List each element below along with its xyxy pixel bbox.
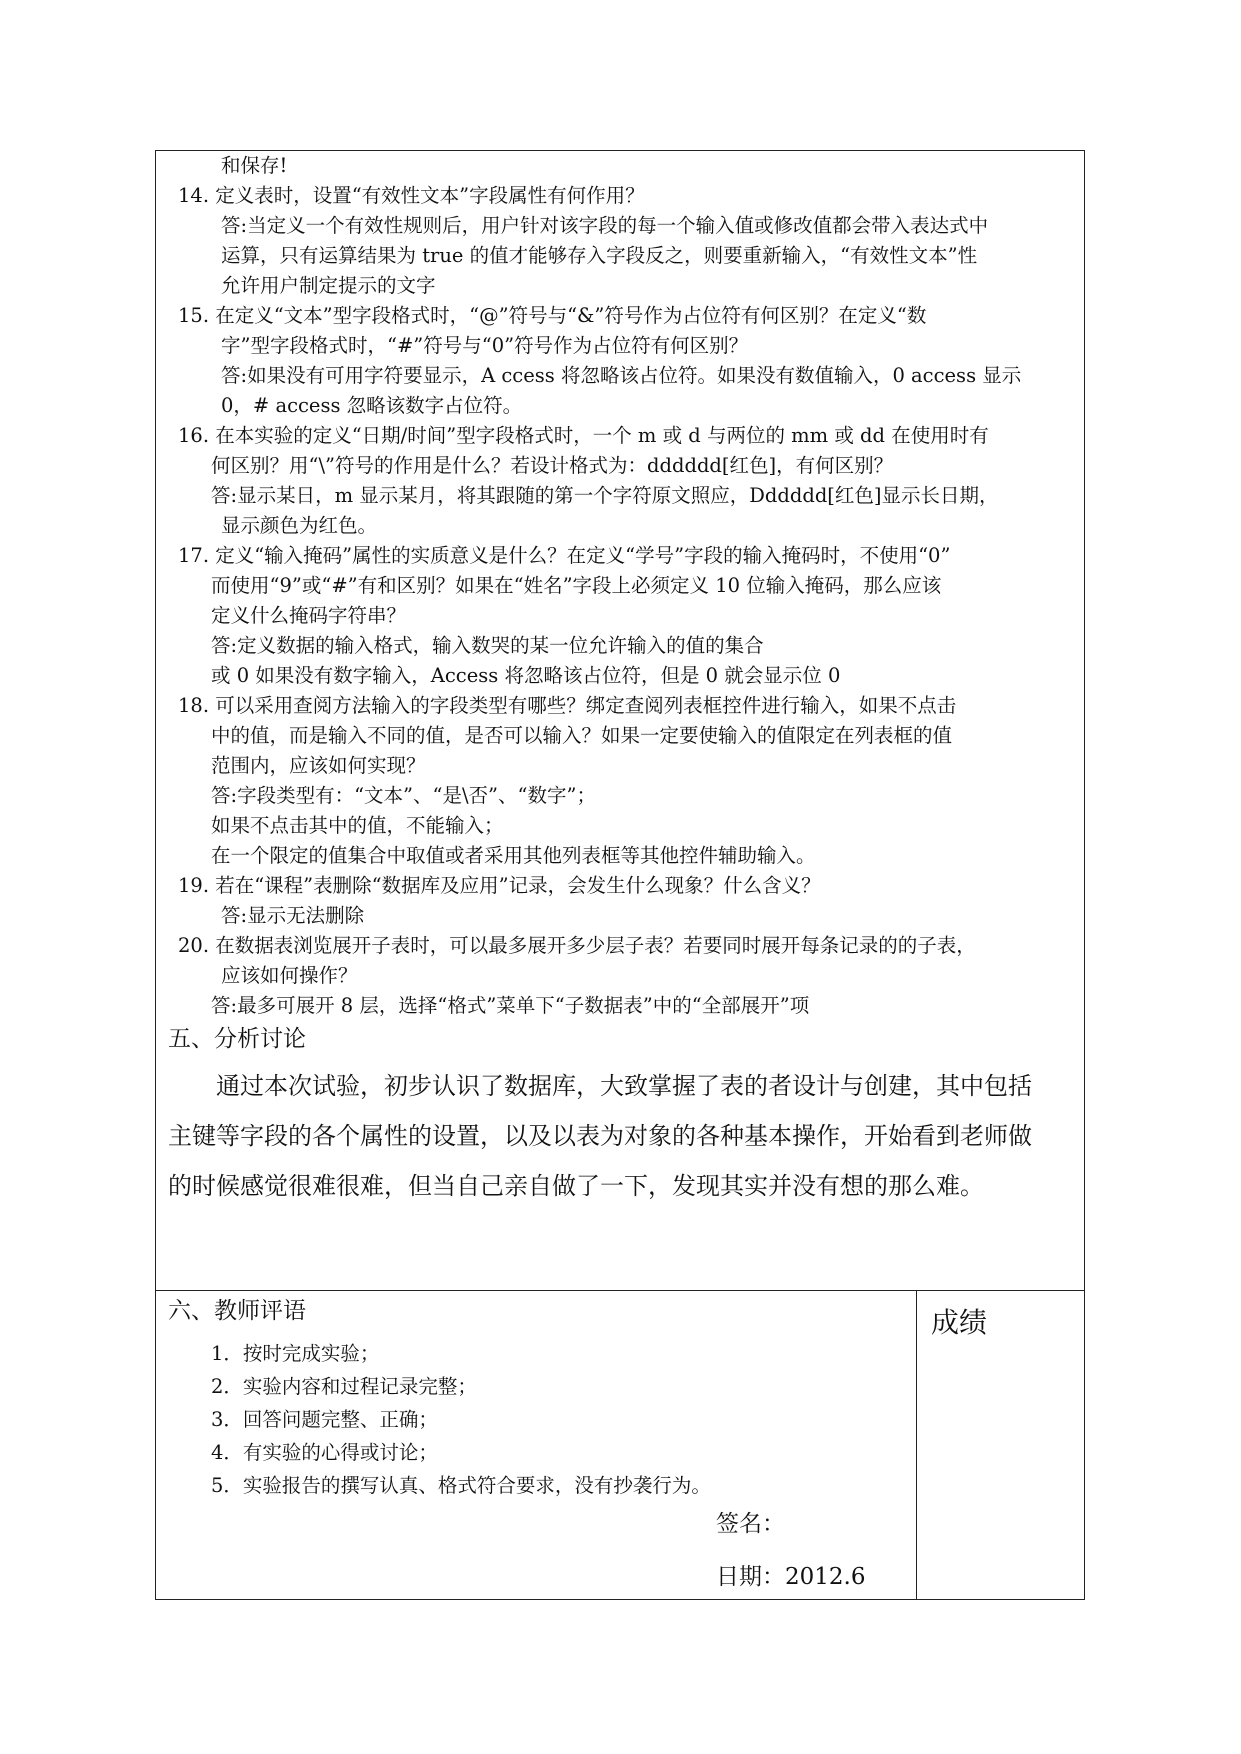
report-table: [155, 150, 1085, 1600]
q16-question-line-1: 16. 在本实验的定义“日期/时间”型字段格式时，一个 m 或 d 与两位的 mm 或 dd 在使用时有: [178, 424, 989, 447]
q17-question-line-1: 17. 定义“输入掩码”属性的实质意义是什么？在定义“学号”字段的输入掩码时，不使用“0”: [178, 544, 951, 567]
q18-question-line-3: 范围内，应该如何实现？: [211, 754, 426, 777]
q19-answer-line-1: 答:显示无法删除: [221, 904, 365, 927]
q18-answer-line-1: 答:字段类型有：“文本”、“是\否”、“数字”；: [211, 784, 596, 807]
q17-question-line-3: 定义什么掩码字符串？: [211, 604, 407, 627]
criteria-item-3: 3．回答问题完整、正确；: [211, 1408, 438, 1431]
section6-heading: 六、教师评语: [168, 1298, 306, 1324]
q17-answer-line-1: 答:定义数据的输入格式，输入数哭的某一位允许输入的值的集合: [211, 634, 764, 657]
q18-answer-line-2: 如果不点击其中的值，不能输入；: [211, 814, 504, 837]
section5-paragraph-line-3: 的时候感觉很难很难，但当自己亲自做了一下，发现其实并没有想的那么难。: [168, 1172, 984, 1200]
grade-label: 成绩: [931, 1306, 988, 1339]
section5-paragraph-line-1: 通过本次试验，初步认识了数据库，大致掌握了表的者设计与创建，其中包括: [216, 1072, 1032, 1100]
signature-label: 签名：: [716, 1511, 785, 1537]
q16-answer-line-1: 答:显示某日，m 显示某月，将其跟随的第一个字符原文照应，Dddddd[红色]显示长日期，: [211, 484, 999, 507]
q13-line-1: 和保存!: [221, 154, 288, 177]
section5-paragraph-line-2: 主键等字段的各个属性的设置，以及以表为对象的各种基本操作，开始看到老师做: [168, 1122, 1032, 1150]
q17-question-line-2: 而使用“9”或“#”有和区别？如果在“姓名”字段上必须定义 10 位输入掩码，那么应该: [211, 574, 942, 597]
q17-answer-line-2: 或 0 如果没有数字输入，Access 将忽略该占位符，但是 0 就会显示位 0: [211, 664, 841, 687]
q15-answer-line-2: 0，# access 忽略该数字占位符。: [221, 394, 523, 417]
grade-column-divider: [916, 1290, 917, 1599]
date-label: 日期：2012.6: [716, 1564, 866, 1590]
q20-question-line-1: 20. 在数据表浏览展开子表时，可以最多展开多少层子表？若要同时展开每条记录的的子表，: [178, 934, 976, 957]
q15-question-line-2: 字”型字段格式时，“#”符号与“0”符号作为占位符有何区别？: [221, 334, 749, 357]
q18-answer-line-3: 在一个限定的值集合中取值或者采用其他列表框等其他控件辅助输入。: [211, 844, 816, 867]
criteria-item-5: 5．实验报告的撰写认真、格式符合要求，没有抄袭行为。: [211, 1474, 711, 1497]
q18-question-line-2: 中的值，而是输入不同的值，是否可以输入？如果一定要使输入的值限定在列表框的值: [211, 724, 953, 747]
q19-question-line-1: 19. 若在“课程”表删除“数据库及应用”记录，会发生什么现象？什么含义？: [178, 874, 821, 897]
q14-answer-line-3: 允许用户制定提示的文字: [221, 274, 436, 297]
q18-question-line-1: 18. 可以采用查阅方法输入的字段类型有哪些？绑定查阅列表框控件进行输入，如果不点击: [178, 694, 957, 717]
criteria-item-1: 1．按时完成实验；: [211, 1342, 380, 1365]
q20-question-line-2: 应该如何操作？: [221, 964, 358, 987]
criteria-item-2: 2．实验内容和过程记录完整；: [211, 1375, 477, 1398]
q16-answer-line-2: 显示颜色为红色。: [221, 514, 378, 537]
q15-answer-line-1: 答:如果没有可用字符要显示，A ccess 将忽略该占位符。如果没有数值输入，0 access 显示: [221, 364, 1022, 387]
q14-answer-line-2: 运算，只有运算结果为 true 的值才能够存入字段反之，则要重新输入，“有效性文本”性: [221, 244, 978, 267]
criteria-item-4: 4．有实验的心得或讨论；: [211, 1441, 438, 1464]
q14-answer-line-1: 答:当定义一个有效性规则后，用户针对该字段的每一个输入值或修改值都会带入表达式中: [221, 214, 989, 237]
table-row-divider: [156, 1290, 1084, 1291]
q15-question-line-1: 15. 在定义“文本”型字段格式时，“@”符号与“&”符号作为占位符有何区别？在定义“数: [178, 304, 927, 327]
q20-answer-line-1: 答:最多可展开 8 层，选择“格式”菜单下“子数据表”中的“全部展开”项: [211, 994, 810, 1017]
q14-question-line-1: 14. 定义表时，设置“有效性文本”字段属性有何作用？: [178, 184, 645, 207]
section5-heading: 五、分析讨论: [168, 1026, 306, 1052]
q16-question-line-2: 何区别？用“\”符号的作用是什么？若设计格式为：dddddd[红色]，有何区别？: [211, 454, 894, 477]
